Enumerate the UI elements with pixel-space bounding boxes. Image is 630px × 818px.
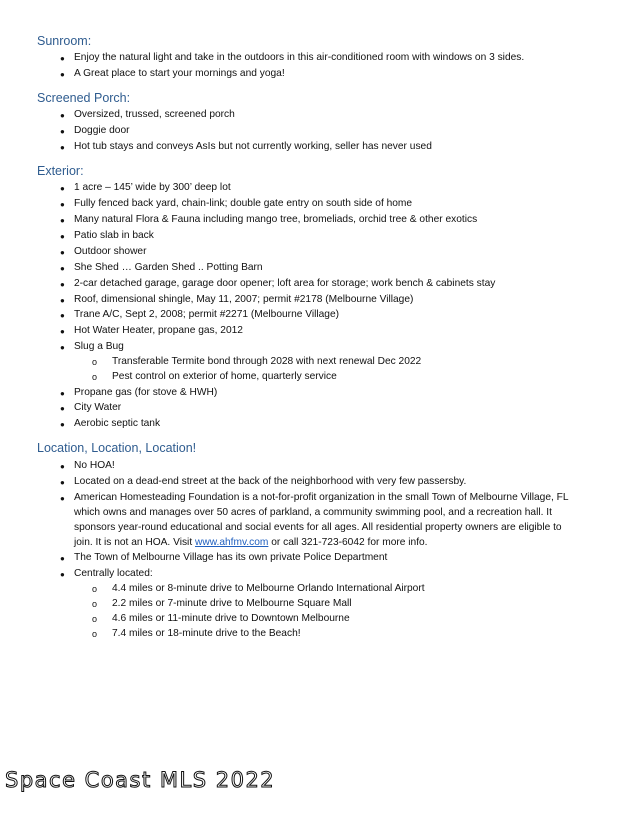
sub-list-item: Transferable Termite bond through 2028 with next renewal Dec 2022: [112, 356, 422, 367]
list-item: Oversized, trussed, screened porch: [74, 109, 235, 120]
list-item: Many natural Flora & Fauna including mango tree, bromeliads, orchid tree & other exotics: [74, 214, 478, 225]
list-item: 1 acre – 145’ wide by 300’ deep lot: [74, 182, 231, 193]
list-item: A Great place to start your mornings and yoga!: [74, 68, 285, 79]
bullet: ●: [60, 264, 65, 273]
bullet: ●: [60, 280, 65, 289]
list-item-text: or call 321-723-6042 for more info.: [268, 537, 428, 548]
list-item: Aerobic septic tank: [74, 418, 161, 429]
list-item: She Shed … Garden Shed .. Potting Barn: [74, 262, 263, 273]
bullet: ●: [60, 343, 65, 352]
sub-bullet: o: [92, 372, 98, 382]
bullet: ●: [60, 54, 65, 63]
bullet: ●: [60, 248, 65, 257]
bullet: ●: [60, 554, 65, 563]
sub-bullet: o: [92, 629, 98, 639]
bullet: ●: [60, 327, 65, 336]
sunroom-heading: Sunroom:: [37, 34, 92, 48]
list-item: Roof, dimensional shingle, May 11, 2007; permit #2178 (Melbourne Village): [74, 294, 414, 305]
mls-watermark: Space Coast MLS 2022: [5, 768, 276, 792]
sub-list-item: 7.4 miles or 18-minute drive to the Beach!: [112, 628, 301, 639]
list-item: Trane A/C, Sept 2, 2008; permit #2271 (Melbourne Village): [74, 309, 340, 320]
bullet: ●: [60, 296, 65, 305]
sub-list-item: 2.2 miles or 7-minute drive to Melbourne Square Mall: [112, 598, 352, 609]
list-item: City Water: [74, 402, 122, 413]
list-item: Centrally located:: [74, 568, 153, 579]
bullet: ●: [60, 494, 65, 503]
bullet: ●: [60, 143, 65, 152]
sub-bullet: o: [92, 599, 98, 609]
list-item: Located on a dead-end street at the back of the neighborhood with very few passersby.: [74, 476, 467, 487]
list-item: Hot tub stays and conveys AsIs but not currently working, seller has never used: [74, 141, 432, 152]
list-item-continuation: sponsors year-round educational and social events for all ages. All residential property owners are eligible to: [74, 522, 562, 533]
list-item: Enjoy the natural light and take in the outdoors in this air-conditioned room with windows on 3 sides.: [74, 52, 525, 63]
sub-list-item: 4.6 miles or 11-minute drive to Downtown Melbourne: [112, 613, 350, 624]
bullet: ●: [60, 311, 65, 320]
location-heading: Location, Location, Location!: [37, 441, 197, 455]
bullet: ●: [60, 232, 65, 241]
list-item-text: join. It is not an HOA. Visit: [74, 537, 195, 548]
list-item: No HOA!: [74, 460, 115, 471]
bullet: ●: [60, 462, 65, 471]
sub-bullet: o: [92, 614, 98, 624]
list-item: The Town of Melbourne Village has its own private Police Department: [74, 552, 388, 563]
list-item: Hot Water Heater, propane gas, 2012: [74, 325, 243, 336]
ahfmv-link[interactable]: www.ahfmv.com: [194, 537, 269, 548]
bullet: ●: [60, 200, 65, 209]
bullet: ●: [60, 478, 65, 487]
bullet: ●: [60, 570, 65, 579]
sub-bullet: o: [92, 357, 98, 367]
list-item: 2-car detached garage, garage door opener; loft area for storage; work bench & cabinets stay: [74, 278, 496, 289]
porch-heading: Screened Porch:: [37, 91, 131, 105]
sub-list-item: Pest control on exterior of home, quarterly service: [112, 371, 337, 382]
list-item: Propane gas (for stove & HWH): [74, 387, 218, 398]
bullet: ●: [60, 70, 65, 79]
list-item-continuation: which owns and manages over 50 acres of parkland, a community swimming pool, and a recreation hall. It: [74, 507, 552, 518]
bullet: ●: [60, 404, 65, 413]
list-item: Outdoor shower: [74, 246, 147, 257]
list-item: Slug a Bug: [74, 341, 124, 352]
list-item: Doggie door: [74, 125, 130, 136]
bullet: ●: [60, 420, 65, 429]
bullet: ●: [60, 127, 65, 136]
bullet: ●: [60, 216, 65, 225]
list-item: Fully fenced back yard, chain-link; double gate entry on south side of home: [74, 198, 413, 209]
list-item: Patio slab in back: [74, 230, 154, 241]
sub-list-item: 4.4 miles or 8-minute drive to Melbourne Orlando International Airport: [112, 583, 425, 594]
list-item-continuation: [74, 536, 428, 550]
bullet: ●: [60, 111, 65, 120]
exterior-heading: Exterior:: [37, 164, 84, 178]
sub-bullet: o: [92, 584, 98, 594]
bullet: ●: [60, 389, 65, 398]
list-item: American Homesteading Foundation is a not-for-profit organization in the small Town of Melbourne Village, FL: [74, 492, 569, 503]
bullet: ●: [60, 184, 65, 193]
